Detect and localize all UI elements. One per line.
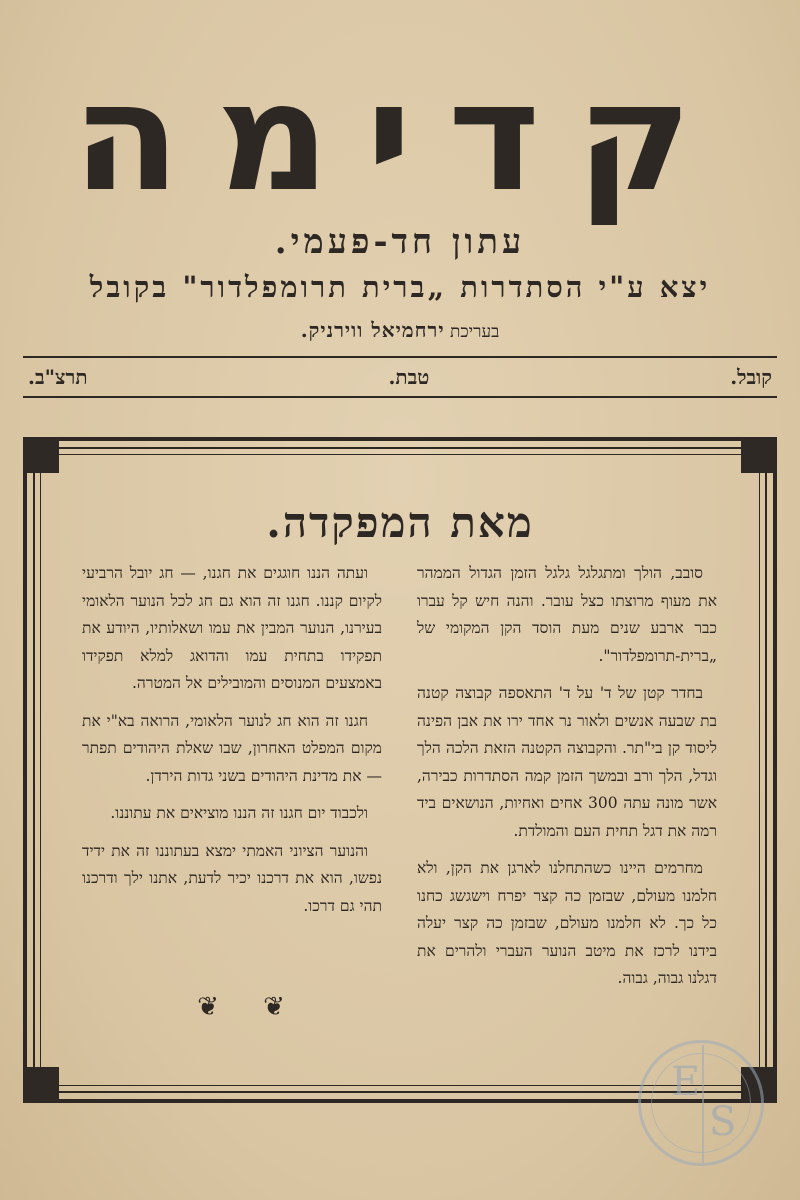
paragraph: חגנו זה הוא חג לנוער הלאומי, הרואה בא"י את מקום המפלט האחרון, שבו שאלת היהודים תפתר — את מדינת היהודים בשני גדות הירדן. — [82, 711, 382, 785]
article-right-column — [417, 560, 717, 1003]
stamp-letter: E — [671, 1059, 701, 1105]
stamp-letter: S — [709, 1099, 737, 1145]
paragraph: ולכבוד יום חגנו זה הננו מוציאים את עתוננו. — [110, 804, 368, 822]
bottom-rule — [23, 396, 777, 398]
dateline — [28, 362, 772, 392]
collector-stamp — [638, 1040, 764, 1166]
corner-ornament — [741, 437, 777, 473]
dateline-month: טבת. — [388, 364, 430, 389]
masthead-title: קדימה — [72, 51, 728, 225]
editor-line — [0, 318, 800, 343]
dateline-year: תרצ"ב. — [28, 364, 88, 389]
article-left-column — [82, 560, 382, 930]
editor-prefix: בעריכת — [449, 322, 500, 342]
publisher-line: יצא ע"י הסתדרות „ברית תרומפלדור" בקובל — [89, 270, 711, 304]
subtitle: עתון חד-פעמי. — [274, 222, 526, 262]
leaf-ornament-icon: ❦ ❦ — [197, 992, 303, 1022]
paragraph: בחדר קטן של ד' על ד' התאספה קבוצה קטנה בת שבעה אנשים ולאור נר אחד ירו את אבן הפינה ליסוד קן בי"תר. והקבוצה הקטנה הזאת הלכה הלך וגדל, הלך ורב ובמשך הזמן קמה הסתדרות כבירה, אשר מונה עתה 300 אחים ואחיות, הנושאים ביד רמה את דגל תחית העם והמולדת. — [417, 684, 717, 840]
corner-ornament — [23, 437, 59, 473]
paragraph: מחרמים היינו כשהתחלנו לארגן את הקן, ולא חלמנו מעולם, שבזמן כה קצר יפרח וישגשג כחנו כל כך. לא חלמנו מעולם, שבזמן כה קצר יעלה בידנו לרכז את מיטב הנוער העברי ולהרים את דגלנו גבוה, גבוה. — [417, 859, 717, 987]
editor-name: ירחמיאל ווירניק. — [300, 318, 445, 342]
article-title: מאת המפקדה. — [266, 498, 534, 547]
paragraph: ועתה הננו חוגגים את חגנו, — חג יובל הרביעי לקיום קננו. חגנו זה הוא גם חג לכל הנוער הלאומי בעירנו, הנוער המבין את עמו ושאלותיו, היודע את תפקידו בתחית עמו והדואג למלא תפקידו באמצעים המנוסים והמובילים אל המטרה. — [82, 564, 382, 692]
top-rule — [23, 356, 777, 358]
dateline-city: קובל. — [730, 364, 772, 389]
paragraph: סובב, הולך ומתגלגל גלגל הזמן הגדול הממהר את מעוף מרוצתו כצל עובר. והנה חיש קל עברו כבר ארבע שנים מעת הוסד הקן המקומי של „ברית-תרומפלדור". — [417, 564, 717, 665]
corner-ornament — [23, 1067, 59, 1103]
paragraph: והנוער הציוני האמתי ימצא בעתוננו זה את ידיד נפשו, הוא את דרכנו יכיר לדעת, אתנו ילך ודרכנו תהי גם דרכו. — [82, 841, 382, 915]
